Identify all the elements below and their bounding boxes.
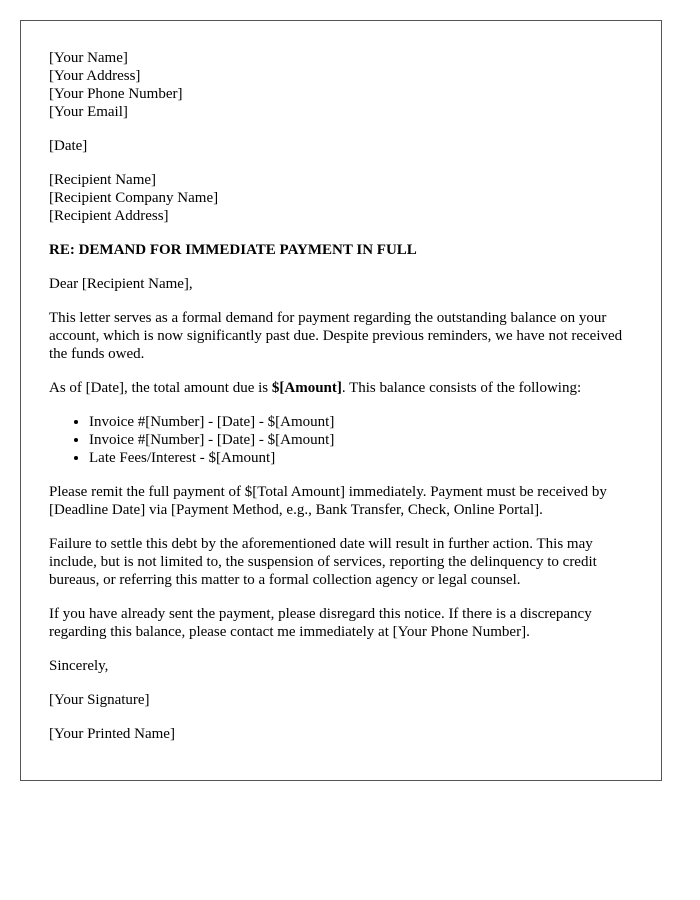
list-item: • Invoice #[Number] - [Date] - $[Amount]	[89, 413, 633, 431]
subject-line: RE: DEMAND FOR IMMEDIATE PAYMENT IN FULL	[49, 242, 417, 258]
signature: [Your Signature]	[49, 692, 150, 708]
sender-phone: [Your Phone Number]	[49, 86, 183, 102]
amount-value: $[Amount]	[271, 380, 342, 396]
sender-block	[49, 49, 633, 121]
letter	[20, 20, 662, 781]
paragraph-consequences: Failure to settle this debt by the aforementioned date will result in further action. This may include, but is not limited to, the suspension of services, reporting the delinquency to credit bureaus, or referring this matter to a formal collection agency or legal counsel.	[49, 536, 597, 588]
paragraph-intro: This letter serves as a formal demand for payment regarding the outstanding balance on your account, which is now significantly past due. Despite previous reminders, we have not received the funds owed.	[49, 310, 623, 362]
letter-date: [Date]	[49, 138, 88, 154]
sender-address: [Your Address]	[49, 68, 141, 84]
amount-prefix: As of [Date], the total amount due is	[49, 380, 272, 396]
closing: Sincerely,	[49, 658, 109, 674]
list-item: • Invoice #[Number] - [Date] - $[Amount]	[89, 431, 633, 449]
list-item: • Late Fees/Interest - $[Amount]	[89, 449, 633, 467]
recipient-name: [Recipient Name]	[49, 172, 157, 188]
amount-suffix: . This balance consists of the following:	[341, 380, 582, 396]
paragraph-disregard: If you have already sent the payment, please disregard this notice. If there is a discrepancy regarding this balance, please contact me immediately at [Your Phone Number].	[49, 606, 592, 640]
sender-name: [Your Name]	[49, 50, 128, 66]
charges-list	[49, 413, 633, 467]
recipient-company: [Recipient Company Name]	[49, 190, 219, 206]
printed-name: [Your Printed Name]	[49, 726, 175, 742]
paragraph-amount-due	[49, 379, 633, 397]
sender-email: [Your Email]	[49, 104, 128, 120]
recipient-block	[49, 171, 633, 225]
recipient-address: [Recipient Address]	[49, 208, 169, 224]
paragraph-remit: Please remit the full payment of $[Total Amount] immediately. Payment must be received by [Deadline Date] via [Payment Method, e.g., Bank Transfer, Check, Online Portal].	[49, 484, 607, 518]
salutation: Dear [Recipient Name],	[49, 276, 193, 292]
